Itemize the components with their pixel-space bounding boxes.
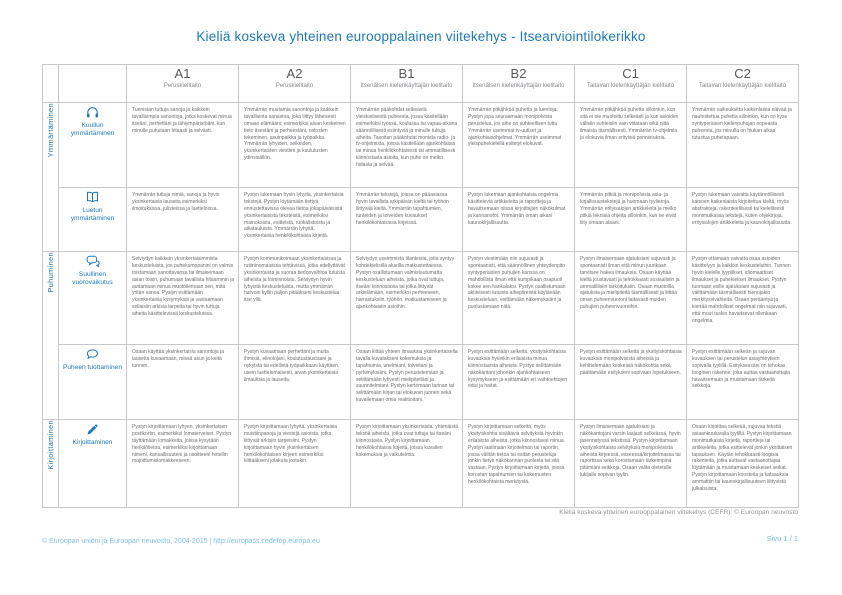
skill-label-spoken-production: Puheen tuottaminen — [59, 345, 127, 420]
corner-cell-group — [43, 65, 59, 103]
cell-spoken-production-c1: Pystyn esittämään selkeitä ja yksityiskohtaisia kuvauksia monipolvisista aiheista ja kehittelemään keskeisiä näkökohtia sekä päättämään esitykseni sopivaan lopetukseen. — [575, 345, 687, 420]
cell-reading-c2: Pystyn lukemaan vaivatta käytännöllisesti katsoen kaikenlaista kirjoitettua kieltä, myös abstrakteja, rakenteellisesti tai kielellisesti monimutkaisia tekstejä, kuten ohjekirjoja, erityisalojen artikkeleita ja kaunokirjallisuutta. — [687, 188, 799, 252]
headphones-icon — [85, 105, 100, 120]
cell-writing-b1: Pystyn kirjoittamaan yksinkertaista, yhtenäistä tekstiä aiheista, jotka ovat tuttuja tai itseäni kiinnostavia. Pystyn kirjoittamaan henkilökohtaisia kirjeitä, joissa kuvailen kokemuksia ja vaikutelmia. — [351, 420, 463, 508]
level-header-b2 — [463, 65, 575, 103]
skill-label-writing: Kirjoittaminen — [59, 420, 127, 508]
cefr-credit-line: Kieliä koskeva yhteinen eurooppalainen viitekehys (CEFR): © Euroopan neuvosto — [559, 509, 798, 516]
cell-listening-a2: Ymmärrän muutamia sanontoja ja kaikkein tavallisinta sanastoa, joka liittyy läheisesti omaan elämääni; esimerkiksi aivan keskeinen tieto itsestäni ja perheestäni, ostosten tekeminen, asuinpaikka ja työpaikka. Ymmärrän lyhyiden, selkeiden, yksinkertaisten viestien ja kuulutusten ydinsisällön. — [239, 103, 351, 188]
cell-spoken-interaction-a2: Pystyn kommunikoimaan yksinkertaisissa ja rutiininomaisissa tehtävissä, jotka edellyttävät yksinkertaista ja suoraa tiedonvaihtoa tutuista aiheista ja toiminnoista. Selviydyn hyvin lyhyistä keskusteluista, mutta ymmärrän harvoin kyllin paljon pitääkseni keskustelua itse yllä. — [239, 252, 351, 345]
copyright-line: © Euroopan unioni ja Euroopan neuvosto, 2004-2015 | http://europass.cedefop.europa.eu — [42, 538, 320, 545]
level-code: A2 — [286, 66, 303, 81]
cell-spoken-production-b1: Osaan liittää yhteen ilmauksia yksinkertaisella tavalla kuvatakseni kokemuksia ja tapahtumia, unelmiani, toiveitani ja pyrkimyksiäni. Pystyn perustelemaan ja selittämään lyhyesti mielipiteitäni ja suunnitelmiani. Pystyn kertomaan tarinan tai selittämään kirjan tai elokuvan juonen sekä kuvailemaan omia reaktioitani. — [351, 345, 463, 420]
level-label: Peruskielitaito — [275, 82, 314, 89]
group-label-understanding: Ymmärtäminen — [43, 103, 59, 252]
cell-spoken-production-b2: Pystyn esittämään selkeitä, yksityiskohtaisia kuvauksia hyvinkin erilaisista minua kiinnostavista aiheista. Pystyn selittämään näkökantani johonkin ajankohtaiseen kysymykseen ja esittämään eri vaihtoehtojen edut ja haitat. — [463, 345, 575, 420]
cell-reading-a2: Pystyn lukemaan hyvin lyhyitä, yksinkertaisia tekstejä. Pystyn löytämään tiettyä, ennustettavissa olevaa tietoa jokapäiväisistä yksinkertaisista teksteistä, esimerkiksi mainoksista, esitteistä, ruokalistoista ja aikatauluista. Ymmärrän lyhyitä, yksinkertaisia henkilökohtaisia kirjeitä. — [239, 188, 351, 252]
skill-label-reading: Luetun ymmärtäminen — [59, 188, 127, 252]
level-code: C2 — [734, 66, 751, 81]
row-reading — [43, 188, 799, 252]
cell-writing-c1: Pystyn ilmaisemaan ajatuksiani ja näkökantojani varsin laajasti selkeässä, hyvin jäsennetyssä tekstissä. Pystyn kirjoittamaan yksityiskohtaisia selvityksiä monipolvisista aiheista kirjeessä, esseessä/kirjoitelmassa tai raportissa sekä korostamaan tärkeimpinä pitämiäni seikkoja. Osaan valita oletetulle lukijalle sopivan tyylin. — [575, 420, 687, 508]
cell-listening-c2: Ymmärrän vaikeuksitta kaikenlaista elävää ja nauhoitettua puhetta silloinkin, kun on kyse syntyperäisen kielenpuhujan nopeasta puheesta, jos minulla on hiukan aikaa tutustua puhetapaan. — [687, 103, 799, 188]
row-listening — [43, 103, 799, 188]
row-spoken-production — [43, 345, 799, 420]
group-label-writing: Kirjoittaminen — [43, 420, 59, 508]
cell-spoken-interaction-b1: Selviydyn useimmista tilanteista, joita syntyy kohdekielisillä alueilla matkustettaessa. Pystyn osallistumaan valmistautumatta keskusteluun aiheista, jotka ovat tuttuja, itseäni kiinnostavia tai jotka liittyvät arkielämään, esimerkiksi perheeseen, harrastuksiin, työhön, matkustamiseen ja ajankohtaisiin asioihin. — [351, 252, 463, 345]
cell-reading-b1: Ymmärrän tekstejä, joissa on pääasiassa hyvin tavallista arkipäivän kieltä tai työhön liittyvää kieltä. Ymmärrän tapahtumien, tunteiden ja toiveiden kuvaukset henkilökohtaisissa kirjeissä. — [351, 188, 463, 252]
level-header-c1 — [575, 65, 687, 103]
level-label: Taitavan kielenkäyttäjän kielitaito — [586, 82, 675, 89]
pencil-icon — [85, 422, 100, 437]
header-row — [43, 65, 799, 103]
cell-reading-a1: Ymmärrän tuttuja nimiä, sanoja ja hyvin yksinkertaisia lauseita esimerkiksi ilmoituksissa, julisteissa ja luetteloissa. — [127, 188, 239, 252]
cell-spoken-interaction-a1: Selviydyn kaikkein yksinkertaisimmista keskusteluista, jos puhekumppanini on valmis toistamaan sanottavansa tai ilmaisemaan asian toisin, puhumaan tavallista hitaammin ja auttamaan minua muotoilemaan sen, mitä yritän sanoa. Pystyn esittämään yksinkertaisia kysymyksiä ja vastaamaan sellaisiin arkisia tarpeita tai hyvin tuttuja aiheita käsittelevissä keskusteluissa. — [127, 252, 239, 345]
cell-listening-b1: Ymmärrän pääkohdat selkeästä yleiskielisestä puheesta, jossa käsitellään esimerkiksi työssä, koulussa tai vapaa-aikana säännöllisesti esiintyviä ja minulle tuttuja aiheita. Tavoitan pääkohdat monista radio- ja tv-ohjelmista, joissa käsitellään ajankohtaisia tai minua henkilökohtaisesti tai ammatillisesti kiinnostavia asioita, kun puhe on melko hidasta ja selvää. — [351, 103, 463, 188]
cell-writing-a1: Pystyn kirjoittamaan lyhyen, yksinkertaisen postikortin, esimerkiksi lomaterveiset. Pystyn täyttämään lomakkeita, joissa kysytään henkilötietoa, esimerkiksi kirjoittamaan nimeni, kansallisuuteni ja osoitteeni hotellin majoittumislomakkeeseen. — [127, 420, 239, 508]
level-label: Peruskielitaito — [163, 82, 202, 89]
level-code: A1 — [174, 66, 191, 81]
level-code: C1 — [622, 66, 639, 81]
level-code: B2 — [510, 66, 527, 81]
cell-spoken-production-a2: Pystyn kuvaamaan perhettäni ja muita ihmisiä, elinolojani, koulutustaustaani ja nykyistä tai edellistä työpaikkaani käyttäen, usein luettelomaisesti, aivan yksinkertaisia ilmauksia ja lauseita. — [239, 345, 351, 420]
speech-bubble-icon — [85, 347, 100, 362]
cell-spoken-interaction-c1: Pystyn ilmaisemaan ajatuksiani sujuvasti ja spontaanisti ilman että minun juurikaan tarvitsee hakea ilmauksia. Osaan käyttää kieltä joustavasti ja tehokkaasti sosiaalisiin ja ammatillisiin tarkoituksiin. Osaan muotoilla ajatuksia ja mielipiteitä täsmällisesti ja liittää oman puheenvuoroni taitavasti muiden puhujien puheenvuoroihin. — [575, 252, 687, 345]
level-header-a1 — [127, 65, 239, 103]
cell-reading-b2: Pystyn lukemaan ajankohtaisia ongelmia käsitteleviä artikkeleita ja raportteja ja havaitsemaan niissä kirjoittajien näkökulmat ja kannanotot. Ymmärrän oman aikani kaunokirjallisuutta. — [463, 188, 575, 252]
row-writing — [43, 420, 799, 508]
corner-cell-skill — [59, 65, 127, 103]
level-code: B1 — [398, 66, 415, 81]
page-title: Kieliä koskeva yhteinen eurooppalainen viitekehys - Itsearviointilokerikko — [196, 29, 646, 44]
cell-listening-b2: Ymmärrän pitkähköä puhetta ja luentoja. Pystyn jopa seuraamaan monipolvista perustelua, jos aihe on suhteellisen tuttu. Ymmärrän useimmat tv-uutiset ja ajankohtaisohjelmat. Ymmärrän useimmat yleispuhekielellä esitetyt elokuvat. — [463, 103, 575, 188]
level-label: Itsenäisen kielenkäyttäjän kielitaito — [472, 82, 565, 89]
cell-spoken-production-a1: Osaan käyttää yksinkertaisia sanontoja ja lauseita kuvaamaan, missä asun ja keitä tunnen. — [127, 345, 239, 420]
level-label: Taitavan kielenkäyttäjän kielitaito — [698, 82, 787, 89]
self-assessment-grid — [42, 64, 799, 508]
group-label-speaking: Puhuminen — [43, 252, 59, 420]
page-number: Sivu 1 / 1 — [766, 534, 798, 543]
open-book-icon — [85, 190, 100, 205]
level-header-b1 — [351, 65, 463, 103]
cell-spoken-interaction-b2: Pystyn viestimään niin sujuvasti ja spontaanisti, että säännöllinen yhteydenpito syntyperäisten puhujien kanssa on mahdollista ilman että kumpikaan osapuoli kokee sen hankalaksi. Pystyn osallistumaan aktiivisesti tutuista aihepiireistä käytävään keskusteluun, esittämään näkemyksiäni ja puolustamaan niitä. — [463, 252, 575, 345]
cell-writing-c2: Osaan kirjoittaa selkeää, sujuvaa tekstiä asiaankuuluvalla tyylillä. Pystyn kirjoittamaan monimutkaisia kirjeitä, raportteja tai artikkeleita, jotka esittelevät jonkin yksittäisen tapauksen. Käytän tehokkaasti loogisia rakenteita, jotka auttavat vastaanottajaa löytämään ja muistamaan keskeiset seikat. Pystyn kirjoittamaan koosteita ja katsauksia ammattiin tai kaunokirjallisuuteen liittyvistä julkaisuista. — [687, 420, 799, 508]
cell-listening-c1: Ymmärrän pitkähköä puhetta silloinkin, kun sitä ei ole muotoiltu selkeästi ja kun asioiden välisiin suhteisiin vain viitataan eikä niitä ilmaista täsmällisesti. Ymmärrän tv-ohjelmia ja elokuvia ilman erityisiä ponnistuksia. — [575, 103, 687, 188]
level-header-c2 — [687, 65, 799, 103]
cell-spoken-production-c2: Pystyn esittämään selkeän ja sujuvan kuvauksen tai perustelun asiayhteyteen sopivalla tyylillä. Esityksessäni on tehokas looginen rakenne, joka auttaa vastaanottajia havaitsemaan ja muistamaan tärkeitä seikkoja. — [687, 345, 799, 420]
level-header-a2 — [239, 65, 351, 103]
skill-label-spoken-interaction: Suullinen vuorovaikutus — [59, 252, 127, 345]
cell-spoken-interaction-c2: Pystyn ottamaan vaivatta osaa asioiden käsittelyyn ja kaikkiin keskusteluihin. Tunnen hyvin kielelle tyypilliset, idiomaattiset ilmaukset ja puhekieliset ilmaukset. Pystyn tuomaan esille ajatuksiani sujuvasti ja välittämään täsmällisesti hienojakin merkitysvivahteita. Osaan perääntyä ja kiertää mahdolliset ongelmat niin sujuvasti, että muut tuskin havaitsevat ollenkaan ongelmia. — [687, 252, 799, 345]
speech-bubbles-icon — [85, 254, 100, 269]
level-label: Itsenäisen kielenkäyttäjän kielitaito — [360, 82, 453, 89]
row-spoken-interaction — [43, 252, 799, 345]
cell-listening-a1: Tunnistan tuttuja sanoja ja kaikkein tavallisimpia sanontoja, jotka koskevat minua itseäni, perhettäni ja lähiympäristöäni, kun minulle puhutaan hitaasti ja selvästi. — [127, 103, 239, 188]
cell-writing-b2: Pystyn kirjoittamaan selkeitä, myös yksityiskohtia sisältäviä selvityksiä hyvinkin erilaisista aiheista, jotka kiinnostavat minua. Pystyn laatimaan kirjoitelman tai raportin, jossa välitän tietoa tai esitän perusteluja jonkin tietyn näkökannan puolesta tai sitä vastaan. Pystyn kirjoittamaan kirjeitä, joissa korostan tapahtumien tai kokemusten henkilökohtaista merkitystä. — [463, 420, 575, 508]
skill-label-listening: Kuullun ymmärtäminen — [59, 103, 127, 188]
cell-reading-c1: Ymmärrän pitkiä ja monipolvisia asia- ja kirjallisuustekstejä ja huomaan tyylieroja. Ymmärrän erityisalojen artikkeleita ja melko pitkiä teknisiä ohjeita silloinkin, kun ne eivät liity omaan alaani. — [575, 188, 687, 252]
cell-writing-a2: Pystyn kirjoittamaan lyhyitä, yksinkertaisia muistiinpanoja ja viestejä asioista, jotka liittyvät arkisiin tarpeisiini. Pystyn kirjoittamaan hyvin yksinkertaisen henkilökohtaisen kirjeen esimerkiksi kiittääkseni jotakuta jostakin. — [239, 420, 351, 508]
